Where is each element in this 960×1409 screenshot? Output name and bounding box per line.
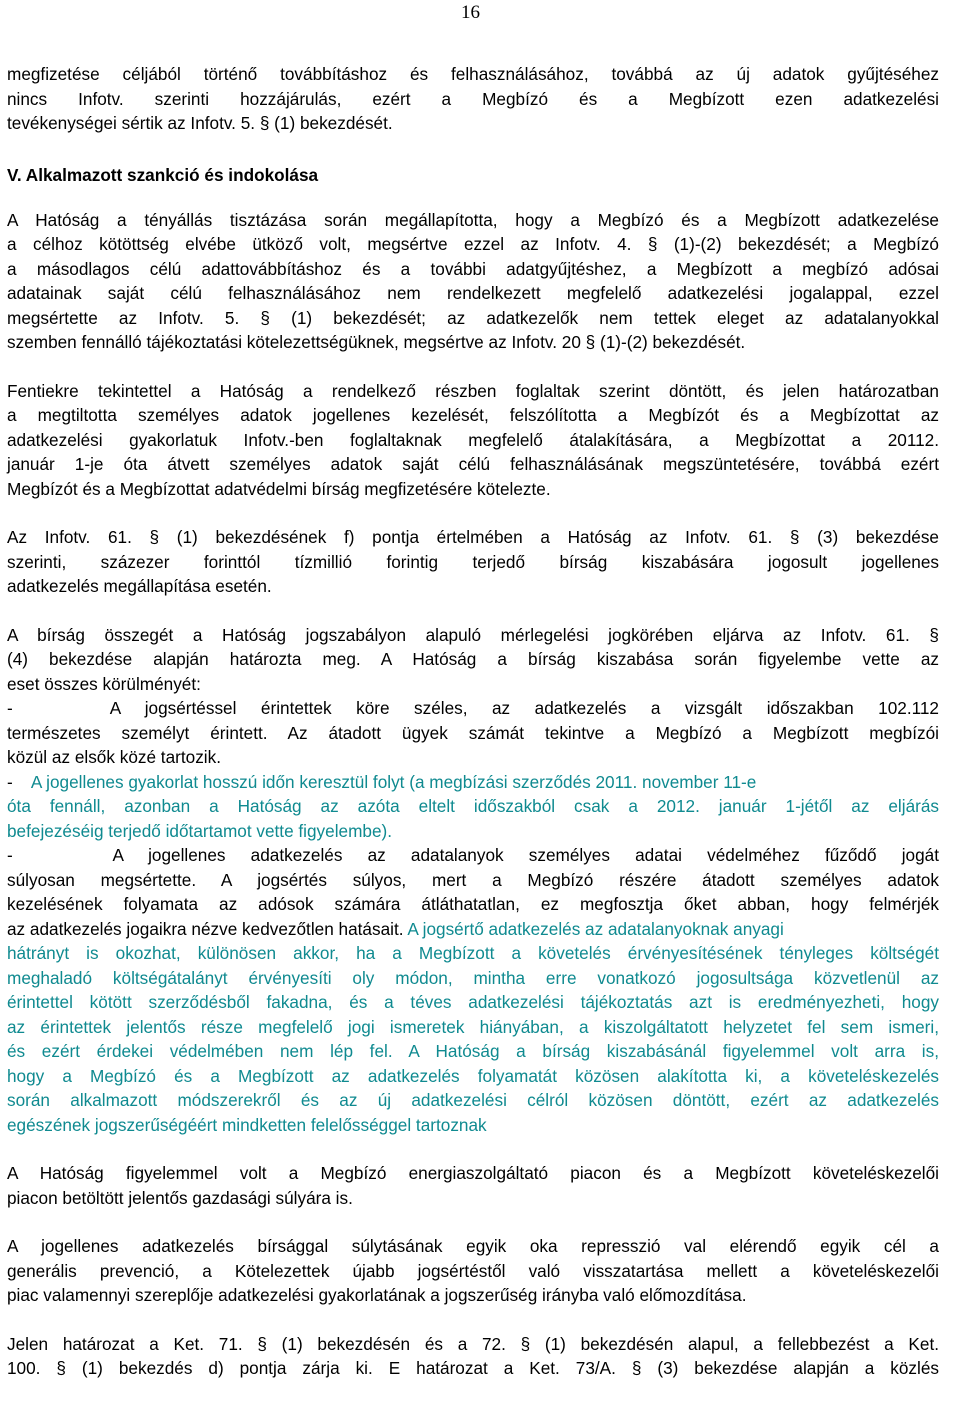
text-line: adatkezelési gyakorlatuk Infotv.-ben foglaltaknak megfelelő átalakítására, a Megbízottat a 20112. <box>7 429 939 450</box>
text-line: A Hatóság figyelemmel volt a Megbízó energiaszolgáltató piacon és a Megbízott követeléskezelői <box>7 1163 939 1183</box>
text-line: tevékenységei sértik az Infotv. 5. § (1) bekezdését. <box>7 113 393 133</box>
text-line: súlyosan megsértette. A jogsértés súlyos, mert a Megbízó részére átadott személyes adatok <box>7 869 939 890</box>
text-line: a célhoz kötöttség elvébe ütköző volt, megsértve ezzel az Infotv. 4. § (1)-(2) bekezdését; a Megbízó <box>7 234 939 254</box>
revised-text-line: hátrányt is okozhat, különösen akkor, ha a Megbízott a követelés érvényesítésének tényleges költségét <box>7 943 939 963</box>
section-heading: V. Alkalmazott szankció és indokolása <box>7 164 319 185</box>
text-line: Az Infotv. 61. § (1) bekezdésének f) pontja értelmében a Hatóság az Infotv. 61. § (3) bekezdése <box>7 527 939 547</box>
text-line: szemben fennálló tájékoztatási kötelezettségüknek, megsértve az Infotv. 20 § (1)-(2) bekezdését. <box>7 332 746 352</box>
text-line: nincs Infotv. szerinti hozzájárulás, ezért a Megbízó és a Megbízott ezen adatkezelési <box>7 88 939 109</box>
text-line: a másodlagos célú adattovábbításhoz és a további adatgyűjtéshez, a Megbízott a megbízó adósai <box>7 258 939 279</box>
paragraph-prevention <box>7 1234 939 1308</box>
text-line: piac valamennyi szereplője adatkezelési gyakorlatának a jogszerűség irányba való előmozdítása. <box>7 1285 747 1305</box>
page-number: 16 <box>461 2 480 23</box>
text-line: 100. § (1) bekezdés d) pontja zárja ki. E határozat a Ket. 73/A. § (3) bekezdése alapján a közlés <box>7 1358 939 1378</box>
text-line: generális prevenció, a Kötelezettek újabb jogsértéstől való visszatartása mellett a követeléskezelői <box>7 1260 939 1281</box>
text-line: január 1-je óta átvett személyes adatok saját célú felhasználásának megszüntetésére, továbbá ezért <box>7 454 939 474</box>
text-line: szerinti, százezer forinttól tízmillió forintig terjedő bírság kiszabására jogosult jogellenes <box>7 551 939 572</box>
revised-text-line: meghaladó költségátalányt érvényesíti oly módon, mintha erre vonatkozó jogosultsága közvetlenül az <box>7 967 939 988</box>
paragraph-intro <box>7 62 939 136</box>
mixed-text-line <box>7 917 939 942</box>
text-line: Jelen határozat a Ket. 71. § (1) bekezdésén és a 72. § (1) bekezdésén alapul, a fellebbezést a Ket. <box>7 1333 939 1354</box>
revised-text-line: érintettel kötött szerződésből fakadna, és a téves adatkezelési tájékoztatás azt is eredményezheti, hogy <box>7 992 939 1012</box>
paragraph-legal-basis <box>7 525 939 599</box>
paragraph-legal-remedy <box>7 1332 939 1381</box>
text-line: megfizetése céljából történő továbbításhoz és felhasználásához, továbbá az új adatok gyűjtéséhez <box>7 64 939 84</box>
paragraph-decision <box>7 379 939 502</box>
revised-text-line: egészének jogszerűségéért mindketten felelősséggel tartoznak <box>7 1114 487 1135</box>
paragraph-findings <box>7 208 939 355</box>
revised-text: A jogellenes gyakorlat hosszú időn keresztül folyt (a megbízási szerződés 2011. november 11-e <box>30 771 757 792</box>
paragraph-market-weight <box>7 1161 939 1210</box>
text-line: Fentiekre tekintettel a Hatóság a rendelkező részben foglaltak szerint döntött, és jelen határozatban <box>7 380 939 401</box>
revised-text-line: befejezéséig terjedő időtartamot vette figyelembe). <box>7 820 393 841</box>
text-line: A Hatóság a tényállás tisztázása során megállapította, hogy a Megbízó és a Megbízott adatkezelése <box>7 209 939 230</box>
text-line: A bírság összegét a Hatóság jogszabályon alapuló mérlegelési jogkörében eljárva az Infotv. 61. § <box>7 624 939 645</box>
text-line: piacon betöltött jelentős gazdasági súlyára is. <box>7 1187 353 1208</box>
text-line: adatkezelés megállapítása esetén. <box>7 576 272 596</box>
text-segment: az adatkezelés jogaikra nézve kedvezőtlen hatásait. <box>7 918 408 939</box>
revised-text-line: és ezért érdekei védelmében nem lép fel. A Hatóság a bírság kiszabásánál figyelemmel volt arra is, <box>7 1041 939 1061</box>
text-line: megsértette az Infotv. 5. § (1) bekezdését; az adatkezelők nem tettek eleget az adatalanyokkal <box>7 307 939 328</box>
revised-text: A jogsértő adatkezelés az adatalanyoknak anyagi <box>407 918 784 939</box>
revised-text-line: az érintettek jelentős része megfelelő jogi ismeretek hiányában, a kiszolgáltatott helyzetet fel sem ismeri, <box>7 1016 939 1037</box>
text-line: a megtiltotta személyes adatok jogellenes kezelését, felszólította a Megbízót és a Megbízottat az <box>7 405 939 425</box>
revised-text-line: óta fennáll, azonban a Hatóság az azóta eltelt időszakból csak a 2012. január 1-jétől az eljárás <box>7 796 939 816</box>
text-line: adatainak saját célú felhasználásához nem rendelkezett megfelelő adatkezelési jogalappal, ezzel <box>7 283 939 303</box>
bullet-line <box>7 770 939 795</box>
revised-text-line: során alkalmazott módszerekről és az új adatkezelési célról közösen döntött, ezért az adatkezelés <box>7 1090 939 1110</box>
text-line: (4) bekezdése alapján határozta meg. A Hatóság a bírság kiszabása során figyelembe vette az <box>7 649 939 669</box>
revised-text-line: hogy a Megbízó és a Megbízott az adatkezelés folyamatát közösen alakította ki, a követeléskezelés <box>7 1065 939 1086</box>
text-line: kezelésének folyamata az adósok számára átláthatatlan, ez megfosztja őket abban, hogy felmérjék <box>7 894 939 914</box>
paragraph-fine-circumstances <box>7 623 939 1138</box>
text-line: természetes személyt érintett. Az átadott ügyek számát tekintve a Megbízó a Megbízott megbízói <box>7 722 939 743</box>
bullet-line: - A jogsértéssel érintettek köre széles, az adatkezelés a vizsgált időszakban 102.112 <box>7 698 939 718</box>
bullet-dash: - <box>7 771 31 792</box>
text-line: Megbízót és a Megbízottat adatvédelmi bírság megfizetésére kötelezte. <box>7 478 551 499</box>
text-line: eset összes körülményét: <box>7 673 201 694</box>
bullet-line: - A jogellenes adatkezelés az adatalanyok személyes adatai védelméhez fűződő jogát <box>7 845 939 865</box>
text-line: A jogellenes adatkezelés bírsággal súlytásának egyik oka represszió val elérendő egyik cél a <box>7 1236 939 1256</box>
document-body <box>7 62 939 1381</box>
text-line: közül az elsők közé tartozik. <box>7 747 221 767</box>
